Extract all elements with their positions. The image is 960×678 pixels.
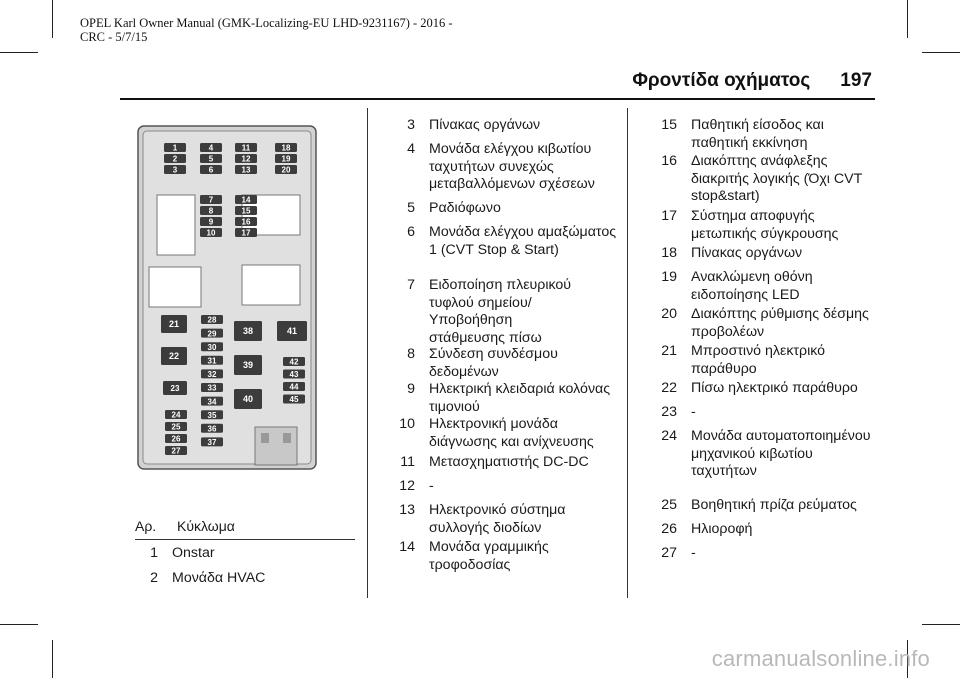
print-metadata-line: OPEL Karl Owner Manual (GMK-Localizing-EU LHD-9231167) - 2016 - [80, 16, 453, 30]
fuse-entry [399, 416, 619, 451]
fuse-label: 19 [281, 154, 291, 164]
crop-mark [907, 0, 908, 38]
fuse-circuit: Onstar [172, 545, 215, 561]
fuse-entry [407, 117, 619, 135]
fuse-number: 21 [661, 343, 677, 359]
connector-pin [261, 433, 269, 443]
fuse-circuit: Μονάδα HVAC [172, 570, 266, 586]
fuse-entry [150, 545, 352, 563]
fuse-entry [407, 200, 619, 218]
fuse-label: 16 [241, 217, 251, 227]
fuse-label: 11 [241, 143, 251, 153]
fuse-number: 22 [661, 380, 677, 396]
fuse-label: 8 [208, 206, 214, 216]
fuse-label: 5 [208, 154, 214, 164]
fuse-label: 43 [289, 370, 299, 380]
fuse-number: 20 [661, 306, 677, 322]
fuse-label: 28 [207, 315, 217, 325]
fuse-circuit: Διακόπτης ανάφλεξης διακριτής λογικής (Όχι CVT stop&start) [691, 153, 862, 204]
crop-mark [922, 624, 960, 625]
fuse-label: 36 [207, 424, 217, 434]
fuse-label: 40 [242, 394, 254, 405]
fuse-number: 5 [407, 200, 415, 216]
fuse-circuit: Παθητική είσοδος και παθητική εκκίνηση [691, 117, 824, 151]
fuse-circuit: Πίσω ηλεκτρικό παράθυρο [691, 380, 858, 396]
fuse-label: 32 [207, 370, 217, 380]
fuse-number: 23 [661, 404, 677, 420]
fuse-label: 41 [286, 326, 298, 337]
fuse-number: 4 [407, 141, 415, 157]
fuse-label: 23 [170, 384, 180, 394]
fuse-entry [661, 404, 876, 422]
fuse-label: 35 [207, 410, 217, 420]
fuse-box-diagram [137, 125, 317, 470]
print-metadata [80, 16, 453, 44]
fuse-entry [150, 570, 352, 588]
fuse-label: 29 [207, 329, 217, 339]
fuse-entry [661, 380, 881, 398]
watermark: carmanualsonline.info [711, 646, 930, 671]
fuse-entry [407, 346, 619, 381]
fuse-entry [661, 343, 876, 378]
column-header-number: Αρ. [135, 518, 157, 534]
fuse-label: 37 [207, 438, 217, 448]
crop-mark [52, 640, 53, 678]
fuse-label: 12 [241, 154, 251, 164]
fuse-number: 17 [661, 208, 677, 224]
fuse-circuit: Ηλεκτρονικό σύστημα συλλογής διοδίων [429, 502, 566, 536]
fuse-number: 2 [150, 570, 158, 586]
fuse-number: 19 [661, 269, 677, 285]
fuse-entry [661, 269, 876, 304]
fuse-entry [407, 141, 619, 194]
fuse-entry [661, 153, 876, 206]
fuse-label: 15 [241, 206, 251, 216]
fuse-circuit: Σύστημα αποφυγής μετωπικής σύγκρουσης [691, 208, 839, 242]
table-header [135, 518, 355, 534]
fuse-number: 1 [150, 545, 158, 561]
fuse-circuit: Μπροστινό ηλεκτρικό παράθυρο [691, 343, 826, 377]
fuse-entry [661, 117, 876, 152]
fuse-number: 11 [400, 454, 415, 470]
fuse-entry [661, 497, 876, 515]
fuse-label: 39 [242, 360, 254, 371]
fuse-circuit: Ηλεκτρική κλειδαριά κολόνας τιμονιού [429, 381, 611, 415]
fuse-label: 30 [207, 342, 217, 352]
fuse-label: 10 [206, 228, 216, 238]
fuse-label: 13 [241, 165, 251, 175]
fuse-entry [661, 521, 876, 539]
fuse-entry [400, 454, 619, 472]
relay-slot [157, 195, 195, 255]
fuse-label: 44 [289, 382, 299, 392]
fuse-label: 7 [208, 195, 214, 205]
fuse-label: 14 [241, 195, 251, 205]
connector-slot [255, 427, 297, 465]
fuse-circuit: Μονάδα γραμμικής τροφοδοσίας [429, 539, 549, 573]
fuse-box-figure [137, 125, 317, 470]
fuse-label: 17 [241, 228, 251, 238]
fuse-label: 20 [281, 165, 291, 175]
fuse-circuit: - [429, 478, 434, 494]
fuse-label: 6 [208, 165, 214, 175]
fuse-circuit: - [691, 545, 696, 561]
fuse-number: 13 [399, 502, 415, 518]
fuse-label: 24 [171, 410, 181, 420]
fuse-label: 31 [207, 356, 217, 366]
section-title: Φροντίδα οχήματος [632, 70, 811, 91]
fuse-number: 25 [661, 497, 677, 513]
page-header [632, 70, 872, 92]
crop-mark [52, 0, 53, 38]
fuse-number: 27 [661, 545, 677, 561]
fuse-number: 9 [407, 381, 415, 397]
fuse-label: 42 [289, 357, 299, 367]
fuse-circuit: Διακόπτης ρύθμισης δέσμης προβολέων [691, 306, 869, 340]
fuse-entry [661, 306, 876, 341]
fuse-circuit: Μονάδα ελέγχου αμαξώματος 1 (CVT Stop & Start) [429, 224, 617, 258]
fuse-circuit: Ηλιοροφή [691, 521, 753, 537]
fuse-circuit: Ηλεκτρονική μονάδα διάγνωσης και ανίχνευσης [429, 416, 594, 450]
column-divider [627, 108, 628, 598]
column-divider [367, 108, 368, 598]
fuse-label: 25 [171, 422, 181, 432]
fuse-number: 6 [407, 224, 415, 240]
connector-pin [283, 433, 291, 443]
fuse-label: 22 [168, 351, 180, 362]
table-header-rule [135, 539, 355, 540]
fuse-entry [661, 245, 876, 263]
fuse-entry [661, 208, 876, 243]
fuse-label: 18 [281, 143, 291, 153]
fuse-label: 27 [171, 446, 181, 456]
fuse-circuit: - [691, 404, 696, 420]
fuse-number: 8 [407, 346, 415, 362]
fuse-entry [399, 539, 619, 574]
fuse-label: 1 [172, 143, 178, 153]
fuse-number: 10 [399, 416, 415, 432]
fuse-circuit: Ραδιόφωνο [429, 200, 501, 216]
fuse-circuit: Βοηθητική πρίζα ρεύματος [691, 497, 857, 513]
relay-slot [242, 265, 300, 305]
fuse-entry [399, 478, 619, 496]
fuse-label: 33 [207, 383, 217, 393]
fuse-entry [407, 381, 619, 416]
fuse-label: 38 [242, 326, 254, 337]
fuse-label: 9 [208, 217, 214, 227]
fuse-number: 3 [407, 117, 415, 133]
fuse-circuit: Σύνδεση συνδέσμου δεδομένων [429, 346, 558, 380]
fuse-number: 24 [661, 428, 677, 444]
fuse-number: 16 [661, 153, 677, 169]
fuse-label: 3 [172, 165, 178, 175]
fuse-circuit: Πίνακας οργάνων [429, 117, 541, 133]
fuse-entry [661, 428, 876, 481]
fuse-circuit: Μονάδα αυτοματοποιημένου μηχανικού κιβωτίου ταχυτήτων [691, 428, 871, 479]
fuse-label: 45 [289, 395, 299, 405]
fuse-label: 34 [207, 397, 217, 407]
fuse-number: 7 [407, 277, 415, 293]
fuse-number: 18 [661, 245, 677, 261]
crop-mark [922, 52, 960, 53]
fuse-label: 2 [172, 154, 178, 164]
fuse-circuit: Μετασχηματιστής DC-DC [429, 454, 589, 470]
fuse-circuit: Μονάδα ελέγχου κιβωτίου ταχυτήτων συνεχώς μεταβαλλόμενων σχέσεων [429, 141, 595, 192]
fuse-circuit: Ανακλώμενη οθόνη ειδοποίησης LED [691, 269, 813, 303]
fuse-entry [399, 502, 619, 537]
page-number: 197 [840, 70, 872, 91]
fuse-entry [407, 224, 619, 259]
fuse-number: 26 [661, 521, 677, 537]
crop-mark [0, 624, 38, 625]
fuse-label: 21 [168, 319, 180, 330]
fuse-entry [407, 277, 589, 347]
fuse-circuit: Πίνακας οργάνων [691, 245, 803, 261]
header-rule [120, 98, 875, 100]
column-header-circuit: Κύκλωμα [177, 518, 235, 534]
relay-slot [149, 267, 201, 307]
fuse-number: 15 [661, 117, 677, 133]
fuse-label: 26 [171, 434, 181, 444]
fuse-number: 12 [399, 478, 415, 494]
fuse-entry [661, 545, 876, 563]
print-metadata-line: CRC - 5/7/15 [80, 30, 148, 44]
crop-mark [0, 52, 38, 53]
fuse-label: 4 [208, 143, 214, 153]
fuse-number: 14 [399, 539, 415, 555]
fuse-circuit: Ειδοποίηση πλευρικού τυφλού σημείου/ Υποβοήθηση στάθμευσης πίσω [429, 277, 572, 346]
